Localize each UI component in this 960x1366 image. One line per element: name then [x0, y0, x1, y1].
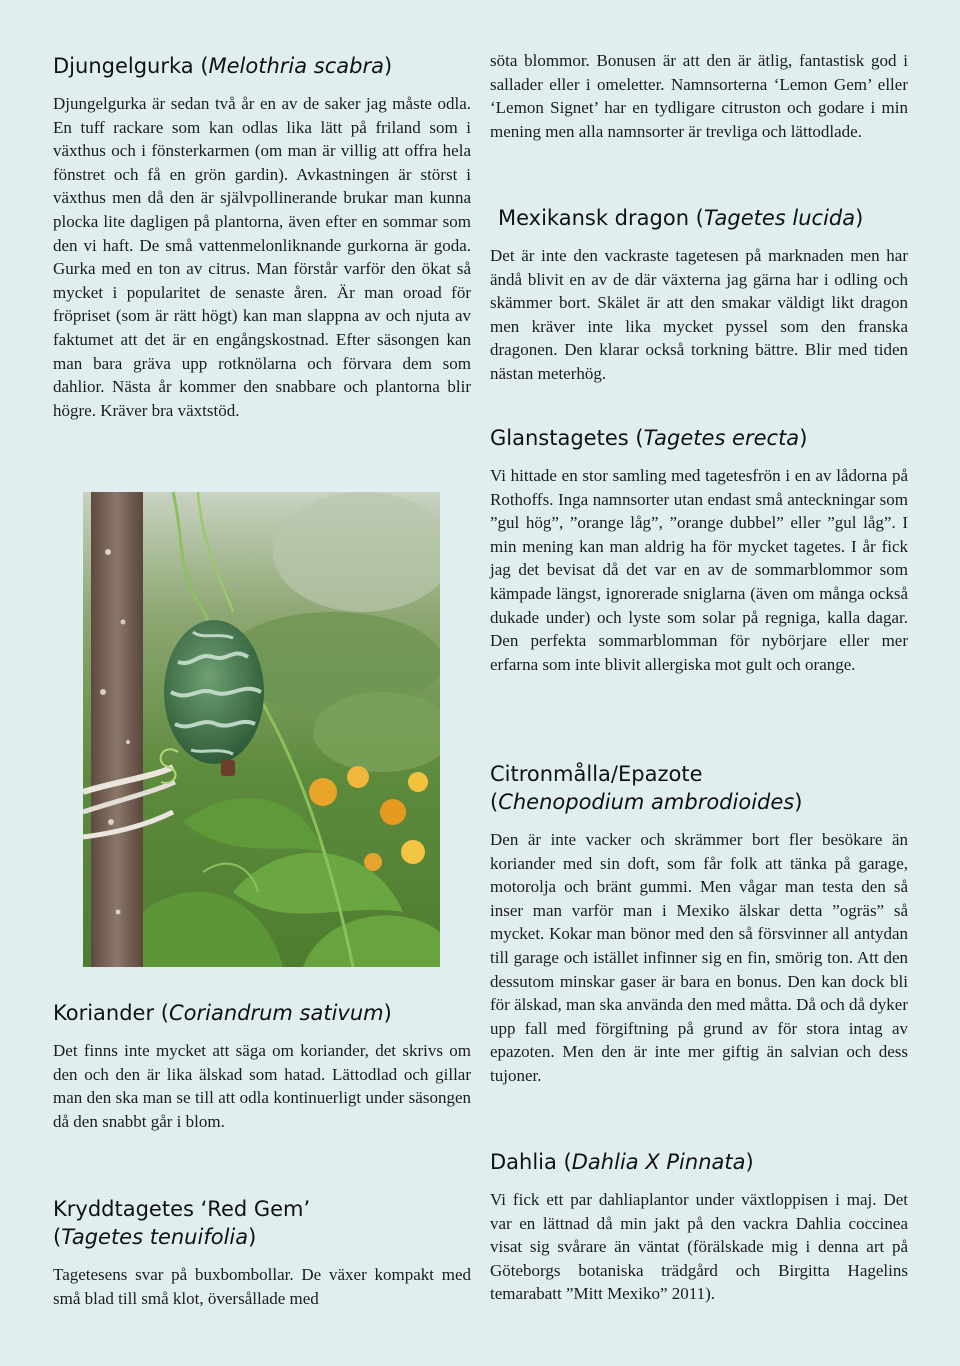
- paragraph-citronmalla: Den är inte vacker och skrämmer bort fler besökare än koriander med sin doft, som får folk att tänka på garage, motorolja och bränt gummi. Men vågar man testa den så inser man varför man i Mexiko älskar detta ”ogräs” så mycket. Kokar man bönor med den så försvinner all antydan till garage och istället infinner sig en fin, smörig ton. Att den dessutom minskar gaser är bara en bonus. Den kan dock bli för älskad, man ska använda den med måtta. Då och då dyker upp fall med förgiftning på grund av för stora intag av epazoten. Men den är inte mer giftig än salvian och dess tujoner.: [490, 830, 908, 1085]
- heading-dahlia: Dahlia (Dahlia X Pinnata): [490, 1150, 754, 1174]
- paragraph-mexikansk-dragon: Det är inte den vackraste tagetesen på marknaden men har ändå blivit en av de där växterna jag gärna har i odling och skämmer bort. Skälet är att den smakar väldigt likt dragon men kräver inte lika mycket pyssel som den franska dragonen. Den klarar också torkning bättre. Blir med tiden nästan meterhög.: [490, 246, 908, 383]
- section-continuation: [490, 49, 908, 143]
- paragraph-djungelgurka: Djungelgurka är sedan två år en av de saker jag måste odla. En tuff rackare som kan odlas lika lätt på friland som i växthus och i fönsterkarmen (om man är villig att offra hela fönstret och få en grön gardin). Avkastningen är störst i växthus men då den är självpollinerande brukar man kunna plocka lite dagligen på plantorna, även efter en sommar som den vi haft. De små vattenmelonliknande gurkorna är goda. Gurka med en ton av citrus. Man förstår varför den ökat så mycket i popularitet de senaste åren. Är man oroad för fröpriset (som är rätt högt) kan man slappna av och njuta av faktumet att det är en engångskostnad. Efter säsongen kan man bara gräva upp rotknölarna och förvara dem som dahlior. Nästa år kommer den snabbare och plantorna blir högre. Kräver bra växtstöd.: [53, 94, 471, 420]
- heading-djungelgurka: Djungelgurka (Melothria scabra): [53, 54, 393, 78]
- section-kryddtagetes: [53, 1195, 471, 1310]
- paragraph-glanstagetes: Vi hittade en stor samling med tagetesfrön i en av lådorna på Rothoffs. Inga namnsorter utan endast små anteckningar som ”gul hög”, ”orange låg”, ”orange dubbel” eller ”gul låg”. I min mening kan man aldrig ha för mycket tagetes. I år fick jag det bevisat då det var en av de sommarblommor som kämpade längst, ignorerade sniglarna (även om många också dukade under) och lyste som solar på regniga, kalla dagar. Den perfekta sommarblomman för nybörjare eller mer erfarna som inte blivit allergiska mot gult och orange.: [490, 466, 908, 674]
- heading-mexikansk-dragon: Mexikansk dragon (Tagetes lucida): [498, 206, 864, 230]
- section-mexikansk-dragon: [490, 204, 908, 386]
- cucumber-plant-image: [83, 492, 440, 967]
- paragraph-dahlia: Vi fick ett par dahliaplantor under växtloppisen i maj. Det var en lättnad då min jakt på den vackra Dahlia coccinea visat sig svårare än väntat (förälskade mig i denna art på Göteborgs botaniska trädgård och Birgitta Hagelins temarabatt ”Mitt Mexiko” 2011).: [490, 1190, 908, 1304]
- heading-koriander: Koriander (Coriandrum sativum): [53, 1001, 392, 1025]
- heading-kryddtagetes: Kryddtagetes ‘Red Gem’ (Tagetes tenuifolia): [53, 1197, 311, 1249]
- section-djungelgurka: [53, 52, 471, 422]
- paragraph-continuation: söta blommor. Bonusen är att den är ätlig, fantastisk god i sallader eller i omeletter. Namnsorterna ‘Lemon Gem’ eller ‘Lemon Signet’ har en tydligare citruston och godare i min mening men alla namnsorter är trevliga och lättodlade.: [490, 51, 908, 141]
- section-dahlia: [490, 1148, 908, 1306]
- heading-glanstagetes: Glanstagetes (Tagetes erecta): [490, 426, 808, 450]
- heading-citronmalla: Citronmålla/Epazote (Chenopodium ambrodioides): [490, 762, 803, 814]
- section-glanstagetes: [490, 424, 908, 676]
- section-citronmalla: [490, 760, 908, 1088]
- paragraph-koriander: Det finns inte mycket att säga om koriander, det skrivs om den och den är lika älskad som hatad. Lättodlad och gillar man den ska man se till att odla kontinuerligt under säsongen då den snabbt går i blom.: [53, 1041, 471, 1131]
- section-koriander: [53, 999, 471, 1133]
- paragraph-kryddtagetes: Tagetesens svar på buxbombollar. De växer kompakt med små blad till små klot, översållade med: [53, 1265, 471, 1308]
- melothria-photo: [83, 492, 440, 967]
